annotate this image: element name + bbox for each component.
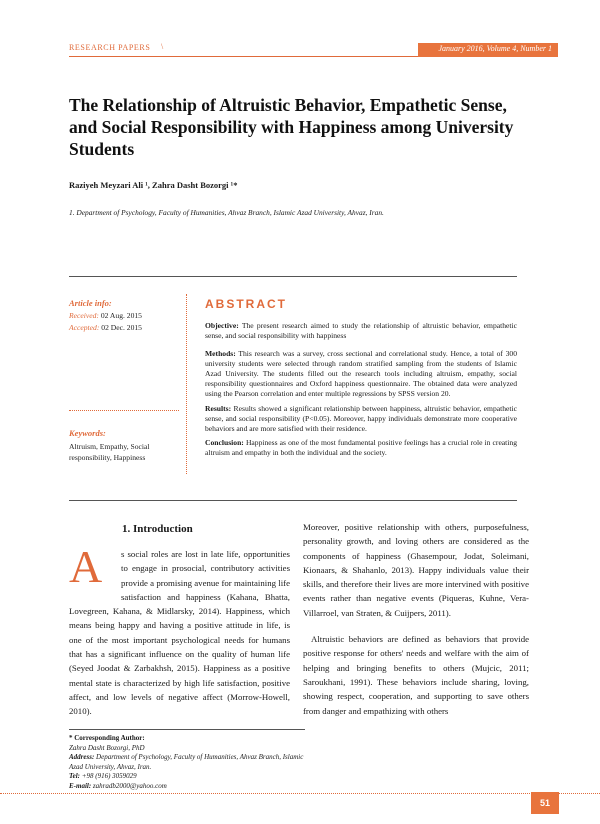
section-tag-slash: \ xyxy=(161,42,164,51)
abstract-heading: ABSTRACT xyxy=(205,297,287,311)
intro-right-paragraph-1: Moreover, positive relationship with others, purposefulness, personality growth, and loving others are considered as the components of happiness (Ghasempour, Jodat, Soleimani, Kionaars, & Shahanlo, 2013). Happy individuals value their skills, and therefore their lives are more intervined with positive events rather than negative events (Piqueras, Kuhne, Vera-Villarroel, van Straten, & Cuijpers, 2011). xyxy=(303,522,529,618)
corr-email-label: E-mail: xyxy=(69,781,92,790)
section-tag xyxy=(69,43,173,57)
objective-text: The present research aimed to study the relationship of altruistic behavior, empathetic sense, and social responsibility with happiness xyxy=(205,321,517,340)
corr-name: Zahra Dasht Bozorgi, PhD xyxy=(69,743,145,752)
info-vertical-divider xyxy=(186,294,187,474)
conclusion-text: Happiness as one of the most fundamental positive feelings has a crucial role in creating altruism and empathy in both the individual and the society. xyxy=(205,438,517,457)
intro-right-paragraph-2: Altruistic behaviors are defined as behaviors that provide positive response for others' needs and welfare with the aim of helping and bringing benefits to others (Mujcic, 2011; Saroukhani, 1991). These behaviors include sharing, loving, showing respect, cooperation, and supporting to save others from danger and empathizing with others xyxy=(303,634,529,716)
corr-tel xyxy=(69,772,309,782)
corr-email xyxy=(69,782,309,792)
methods-text: This research was a survey, cross sectional and correlational study. Hence, a total of 300 university students were selected through random stratified sampling from the students of Islamic Azad University. The students filled out the research tools including altruism, empathy, social responsibility questionnaires and Oxford happiness questionnaire. The obtained data were analyzed using the Pearson correlation and enter multiple regressions by SPSS version 20. xyxy=(205,349,517,398)
corr-email-value: zahradb2000@yahoo.com xyxy=(92,781,167,790)
article-info-heading: Article info: xyxy=(69,298,112,308)
corr-divider xyxy=(69,729,305,730)
footer-dotted-rule xyxy=(0,793,600,794)
intro-left-text: s social roles are lost in late life, opportunities to engage in prosocial, contributory activities provide a promising avenue for maintaining life satisfaction and happiness (Kahana, Bhatta, Lovegreen, Kahana, & Midlarsky, 2014). Happiness, which means being happy and having a positive attitude in life, is one of the most important psychological needs for humans that has a significant influence on the quality of human life (Seyed Joodat & Zarbakhsh, 2015). Happiness as a positive mental state is characterized by high life satisfaction, positive affect, and low levels of negative affect (Morrow-Howell, 2010). xyxy=(69,549,290,717)
issue-banner xyxy=(418,43,558,57)
accepted-date xyxy=(69,323,142,332)
corr-tel-label: Tel: xyxy=(69,772,81,780)
intro-left-column xyxy=(69,547,290,719)
results-label: Results: xyxy=(205,404,232,413)
accepted-value: 02 Dec. 2015 xyxy=(101,323,142,332)
page-number: 51 xyxy=(539,798,550,808)
drop-cap: A xyxy=(69,541,103,592)
issue-label: January 2016, Volume 4, Number 1 xyxy=(438,44,552,53)
section-heading: 1. Introduction xyxy=(122,523,193,535)
corresponding-author xyxy=(69,734,309,791)
received-date xyxy=(69,311,142,320)
page-number-box xyxy=(531,792,559,814)
keywords-list: Altruism, Empathy, Social responsibility, Happiness xyxy=(69,442,150,462)
corr-address-value: Department of Psychology, Faculty of Humanities, Ahvaz Branch, Islamic Azad University, Ahvaz, Iran. xyxy=(69,753,304,771)
accepted-label: Accepted: xyxy=(69,323,100,332)
mid-divider xyxy=(69,500,517,501)
intro-right-column xyxy=(303,520,529,718)
abstract-methods xyxy=(205,349,517,399)
received-label: Received: xyxy=(69,311,99,320)
corr-tel-value: +98 (916) 3059029 xyxy=(81,772,137,780)
section-tag-label: RESEARCH PAPERS xyxy=(69,43,151,52)
top-divider xyxy=(69,276,517,277)
keywords-divider xyxy=(69,410,179,411)
corr-address-label: Address: xyxy=(69,753,95,761)
results-text: Results showed a significant relationship between happiness, altruistic behavior, empathetic sense, and social responsibility (P<0.05). Moreover, happy individuals demonstrate more cooperative behaviors and are more satisfied with their residence. xyxy=(205,404,517,433)
corr-heading: * Corresponding Author: xyxy=(69,734,145,742)
abstract-objective xyxy=(205,321,517,341)
article-authors: Raziyeh Meyzari Ali ¹, Zahra Dasht Bozorgi ¹* xyxy=(69,180,238,190)
drop-cap-spacer xyxy=(69,547,121,591)
objective-label: Objective: xyxy=(205,321,239,330)
abstract-results xyxy=(205,404,517,434)
received-value: 02 Aug. 2015 xyxy=(100,311,142,320)
corr-address xyxy=(69,753,309,772)
conclusion-label: Conclusion: xyxy=(205,438,244,447)
methods-label: Methods: xyxy=(205,349,236,358)
abstract-conclusion xyxy=(205,438,517,458)
keywords-heading: Keywords: xyxy=(69,428,106,438)
article-title: The Relationship of Altruistic Behavior, Empathetic Sense, and Social Responsibility with Happiness among University Students xyxy=(69,95,514,159)
article-affiliation: 1. Department of Psychology, Faculty of Humanities, Ahvaz Branch, Islamic Azad University, Ahvaz, Iran. xyxy=(69,208,384,217)
